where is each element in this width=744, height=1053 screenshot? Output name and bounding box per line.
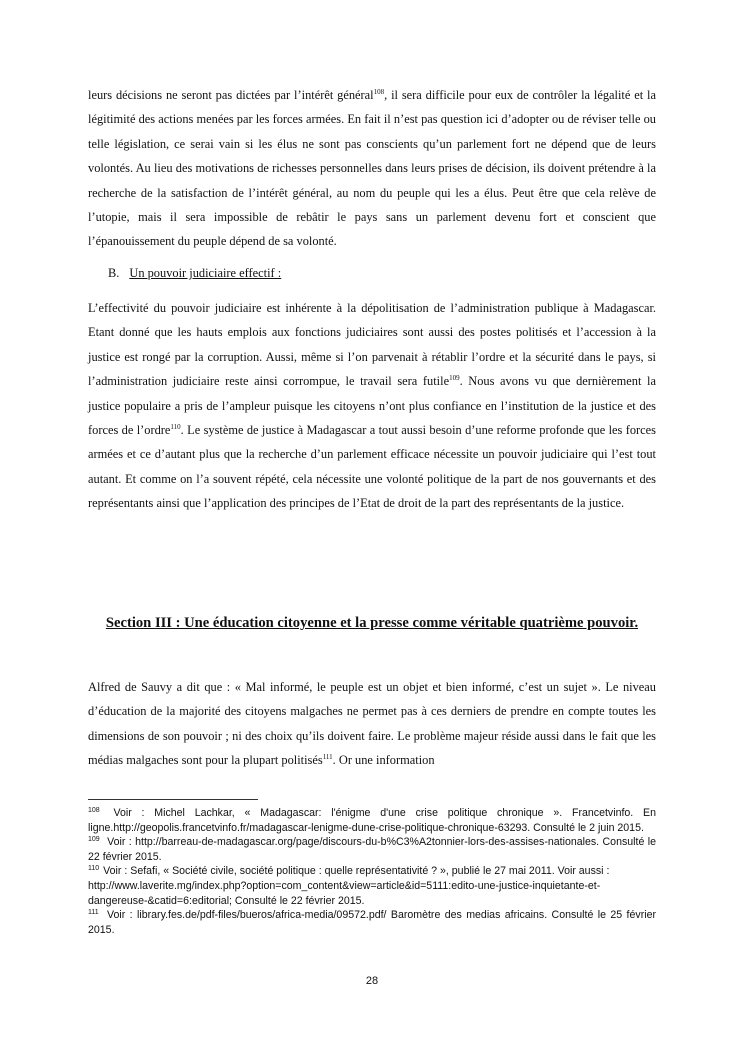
- paragraph-text: , il sera difficile pour eux de contrôler la légalité et la légitimité des actions menées par les forces armées. En fait il n’est pas question ici d’adopter ou de réviser telle ou telle législation, ce serai vain si les élus ne sont pas conscients qu’un parlement fort ne dépend que de leurs volontés. Au lieu des motivations de richesses personnelles dans leurs prises de décision, ils doivent prétendre à la recherche de la satisfaction de l’intérêt général, au nom du peuple qui les a élus. Peut être que cela relève de l’utopie, mais il sera impossible de rebâtir le pays sans un parlement devenu fort et conscient que l’épanouissement du peuple dépend de sa volonté.: [88, 88, 656, 249]
- section-title: Section III : Une éducation citoyenne et la presse comme véritable quatrième pouvoir.: [105, 615, 639, 631]
- paragraph-parliament: [88, 83, 656, 254]
- paragraph-text: L’effectivité du pouvoir judiciaire est inhérente à la dépolitisation de l’administration publique à Madagascar. Etant donné que les hauts emplois aux fonctions judiciaires sont aussi des postes politisés et l’accession à la justice est rongé par la corruption. Aussi, même si l’on parvenait à rétablir l’ordre et la sécurité dans le pays, si l’administration judiciaire reste ainsi corrompue, le travail sera futile: [88, 301, 656, 389]
- footnote-111: [88, 908, 656, 937]
- subsection-title: Un pouvoir judiciaire effectif :: [129, 266, 282, 280]
- footnote-link[interactable]: http://www.laverite.mg/index.php?option=com_content&view=article&id=5111:edito-une-justice-inquietante-et-dangereuse-&catid=6:editorial; Consulté le 22 février 2015.: [88, 879, 601, 907]
- footnote-109: [88, 835, 656, 864]
- paragraph-judiciary: [88, 296, 656, 516]
- paragraph-text: . Or une information: [332, 753, 435, 768]
- paragraph-text: . Nous avons vu que dernièrement la justice populaire a pris de l’ampleur puisque les citoyens n’ont plus confiance en l’institution de la justice et des forces de l’ordre: [88, 374, 656, 438]
- footnote-number: 110: [88, 865, 100, 873]
- footnote-separator: [88, 799, 258, 800]
- footnote-ref-109[interactable]: 109: [449, 374, 460, 383]
- footnote-text: Voir : Sefafi, « Société civile, société politique : quelle représentativité ? », publié le 27 mai 2011. Voir aussi :: [103, 865, 610, 878]
- footnote-ref-110[interactable]: 110: [170, 423, 181, 432]
- footnote-108: [88, 806, 656, 835]
- footnote-text: Voir : http://barreau-de-madagascar.org/page/discours-du-b%C3%A2tonnier-lors-des-assises-nationales. Consulté le 22 février 2015.: [88, 836, 656, 863]
- footnote-number: 111: [88, 909, 99, 917]
- paragraph-education: [88, 675, 656, 773]
- footnote-110: [88, 864, 656, 908]
- footnote-text: Voir : library.fes.de/pdf-files/bueros/africa-media/09572.pdf/ Baromètre des medias africains. Consulté le 25 février 2015.: [88, 909, 656, 936]
- footnote-ref-108[interactable]: 108: [373, 88, 385, 96]
- paragraph-text: Alfred de Sauvy a dit que : « Mal informé, le peuple est un objet et bien informé, c’est un sujet ». Le niveau d’éducation de la majorité des citoyens malgaches ne permet pas à ces derniers de prendre en compte toutes les dimensions de son pouvoir ; ni des choix qu’ils doivent faire. Le problème majeur réside aussi dans le fait que les médias malgaches sont pour la plupart politisés: [88, 680, 656, 768]
- paragraph-text: . Le système de justice à Madagascar a tout aussi besoin d’une reforme profonde que les forces armées et ce d’autant plus que la recherche d’un parlement efficace nécessite un pouvoir judiciaire qui l’est tout autant. Et comme on l’a souvent répété, cela nécessite une volonté politique de la part de nos gouvernants et des représentants ainsi que l’application des principes de l’Etat de droit de la part des représentants de la justice.: [88, 423, 656, 511]
- paragraph-text: leurs décisions ne seront pas dictées par l’intérêt général: [88, 88, 374, 102]
- footnote-ref-111[interactable]: 111: [322, 753, 333, 762]
- subsection-heading: [108, 261, 281, 285]
- page-number: 28: [365, 975, 379, 987]
- footnote-text: Voir : Michel Lachkar, « Madagascar: l'énigme d'une crise politique chronique ». Francetvinfo. En ligne.http://geopolis.francetvinfo.fr/madagascar-lenigme-dune-crise-politique-chronique-63293. Consulté le 2 juin 2015.: [88, 807, 656, 834]
- footnote-number: 108: [88, 807, 100, 814]
- subsection-letter: B.: [108, 266, 120, 280]
- footnotes: [88, 806, 656, 937]
- footnote-number: 109: [88, 836, 100, 844]
